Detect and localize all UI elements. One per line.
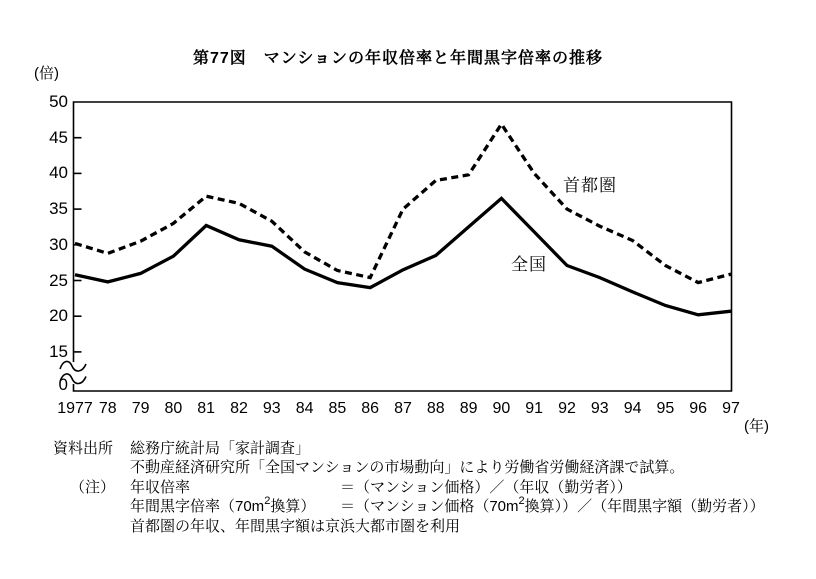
source-label: 資料出所: [53, 440, 114, 457]
x-tick-label: 97: [722, 400, 740, 417]
series-label-zenkoku: 全国: [511, 255, 547, 274]
chart-title: 第77図 マンションの年収倍率と年間黒字倍率の推移: [192, 50, 604, 67]
x-tick-label: 94: [623, 400, 642, 417]
y-tick-label: 25: [49, 270, 68, 290]
y-tick-label: 30: [49, 234, 68, 254]
y-axis-unit-label: (倍): [34, 65, 59, 82]
x-tick-label: 86: [361, 400, 380, 417]
series-label-shutoken: 首都圏: [563, 176, 617, 195]
source-line-2: 不動産経済研究所「全国マンションの市場動向」により労働省労働経済課で試算。: [130, 459, 685, 477]
income-ratio-term: 年収倍率: [130, 478, 191, 496]
superscript-2: 2: [264, 495, 271, 508]
x-tick-label: 85: [328, 400, 347, 417]
x-tick-label: 88: [426, 400, 445, 417]
region-note: 首都圏の年収、年間黒字額は京浜大都市圏を利用: [130, 517, 461, 535]
y-tick-label: 0: [58, 375, 68, 394]
y-tick-label: 35: [49, 199, 68, 219]
axis-break-squiggle: [60, 361, 86, 371]
y-tick-label: 20: [49, 306, 68, 326]
x-tick-label: 91: [525, 400, 544, 417]
x-tick-label: 93: [262, 400, 281, 417]
source-row-2: [53, 458, 765, 477]
x-tick-label: 87: [394, 400, 412, 417]
notes-block: [53, 439, 765, 536]
y-tick-label: 40: [49, 163, 68, 183]
source-line-1: 総務庁統計局「家計調査」: [130, 440, 311, 457]
x-tick-label: 92: [558, 400, 576, 417]
note-row-1: [53, 478, 765, 497]
series-line-shutoken: [75, 124, 731, 283]
x-axis-unit-label: (年): [744, 418, 769, 435]
note-row-3: [53, 517, 765, 536]
y-tick-label: 45: [49, 127, 68, 147]
income-ratio-definition: ＝（マンション価格）／（年収（勤労者））: [340, 478, 632, 496]
x-tick-label: 96: [689, 400, 708, 417]
x-tick-label: 81: [197, 400, 216, 417]
surplus-ratio-definition: ＝（マンション価格（$70m^2$換算））／（年間黒字額（勤労者））: [340, 495, 765, 516]
x-tick-label: 84: [295, 400, 314, 417]
x-tick-label: 90: [492, 400, 511, 417]
x-tick-label: 79: [131, 400, 150, 417]
series-line-zenkoku: [75, 198, 731, 314]
x-tick-label: 80: [164, 400, 183, 417]
x-tick-label: 95: [656, 400, 675, 417]
x-tick-label: 93: [590, 400, 609, 417]
superscript-2: 2: [518, 495, 525, 508]
x-tick-label: 78: [98, 400, 117, 417]
x-tick-label: 82: [230, 400, 248, 417]
axis-frame: [74, 102, 732, 391]
x-tick-label: 1977: [57, 400, 93, 417]
y-tick-label: 15: [49, 341, 68, 361]
surplus-ratio-term: 年間黒字倍率（$70m^2$換算）: [130, 495, 316, 516]
y-tick-label: 50: [49, 92, 68, 111]
note-label: （注）: [70, 478, 116, 496]
x-tick-label: 89: [459, 400, 478, 417]
note-row-2: [53, 497, 765, 516]
source-row-1: [53, 439, 765, 458]
